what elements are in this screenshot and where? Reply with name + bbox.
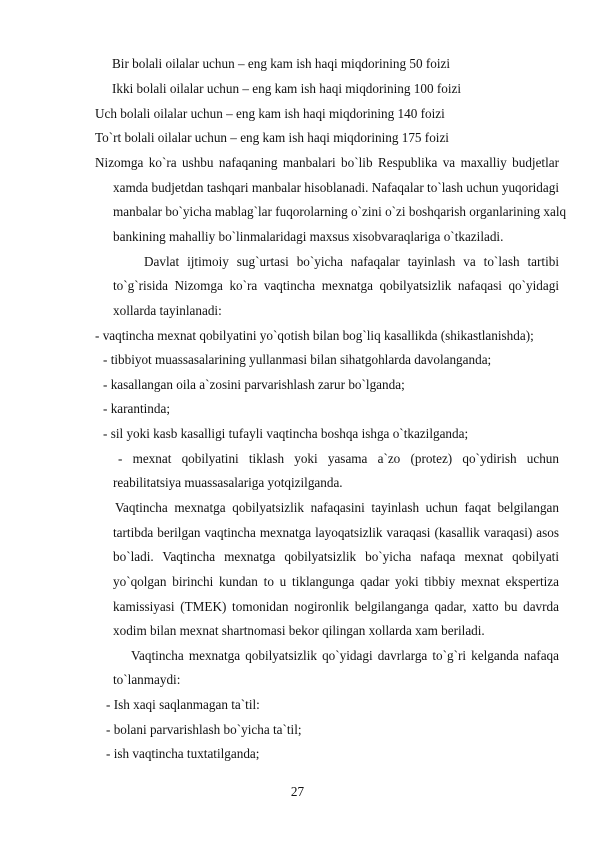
paragraph-line: xamda budjetdan tashqari manbalar hisoblanadi. Nafaqalar to`lash uchun yuqoridagi [113,180,559,195]
paragraph-line: Vaqtincha mexnatga qobilyatsizlik qo`yidagi davrlarga to`g`ri kelganda nafaqa [131,648,559,663]
list-item-continuation: reabilitatsiya muassasalariga yotqizilganda. [113,475,343,490]
list-item: - mexnat qobilyatini tiklash yoki yasama a`zo (protez) qo`ydirish uchun [118,451,559,466]
paragraph-line: Davlat ijtimoiy sug`urtasi bo`yicha nafaqalar tayinlash va to`lash tartibi [144,254,559,269]
paragraph-line: tartibda berilgan vaqtincha mexnatga layoqatsizlik varaqasi (kasallik varaqasi) asos [113,525,559,540]
list-item: - sil yoki kasb kasalligi tufayli vaqtincha boshqa ishga o`tkazilganda; [103,426,469,441]
list-item: - tibbiyot muassasalarining yullanmasi bilan sihatgohlarda davolanganda; [103,352,492,367]
paragraph-line: bo`ladi. Vaqtincha mexnatga qobilyatsizlik bo`yicha nafaqa mexnat qobilyati [113,549,559,564]
list-item: - vaqtincha mexnat qobilyatini yo`qotish bilan bog`liq kasallikda (shikastlanishda); [95,328,534,343]
list-item: - Ish xaqi saqlanmagan ta`til: [106,697,260,712]
paragraph-line: manbalar bo`yicha mablag`lar fuqorolarning o`zini o`zi boshqarish organlarining xalq [113,204,567,219]
paragraph-line: xollarda tayinlanadi: [113,303,222,318]
list-item: - karantinda; [103,401,171,416]
paragraph-line: bankining mahalliy bo`linmalaridagi maxsus xisobvaraqlariga o`tkaziladi. [113,229,504,244]
list-item: - ish vaqtincha tuxtatilganda; [106,746,260,761]
text-line-1: Bir bolali oilalar uchun – eng kam ish haqi miqdorining 50 foizi [112,56,451,71]
list-item: - bolani parvarishlash bo`yicha ta`til; [106,722,302,737]
paragraph-line: Nizomga ko`ra ushbu nafaqaning manbalari bo`lib Respublika va maxalliy budjetlar [95,155,559,170]
page-number: 27 [290,784,305,799]
paragraph-line: Vaqtincha mexnatga qobilyatsizlik nafaqasini tayinlash uchun faqat belgilangan [115,500,559,515]
paragraph-line: to`g`risida Nizomga ko`ra vaqtincha mexnatga qobilyatsizlik nafaqasi qo`yidagi [113,278,559,293]
text-line-3: Uch bolali oilalar uchun – eng kam ish haqi miqdorining 140 foizi [95,106,445,121]
text-line-2: Ikki bolali oilalar uchun – eng kam ish haqi miqdorining 100 foizi [112,81,462,96]
text-line-4: To`rt bolali oilalar uchun – eng kam ish haqi miqdorining 175 foizi [95,130,449,145]
paragraph-line: yo`qolgan birinchi kundan to u tiklangunga qadar yoki tibbiy mexnat ekspertiza [113,574,559,589]
paragraph-line: to`lanmaydi: [113,672,181,687]
list-item: - kasallangan oila a`zosini parvarishlash zarur bo`lganda; [103,377,405,392]
paragraph-line: xodim bilan mexnat shartnomasi bekor qilingan xollarda xam beriladi. [113,623,485,638]
paragraph-line: kamissiyasi (TMEK) tomonidan nogironlik belgilanganga qadar, xatto bu davrda [113,599,559,614]
